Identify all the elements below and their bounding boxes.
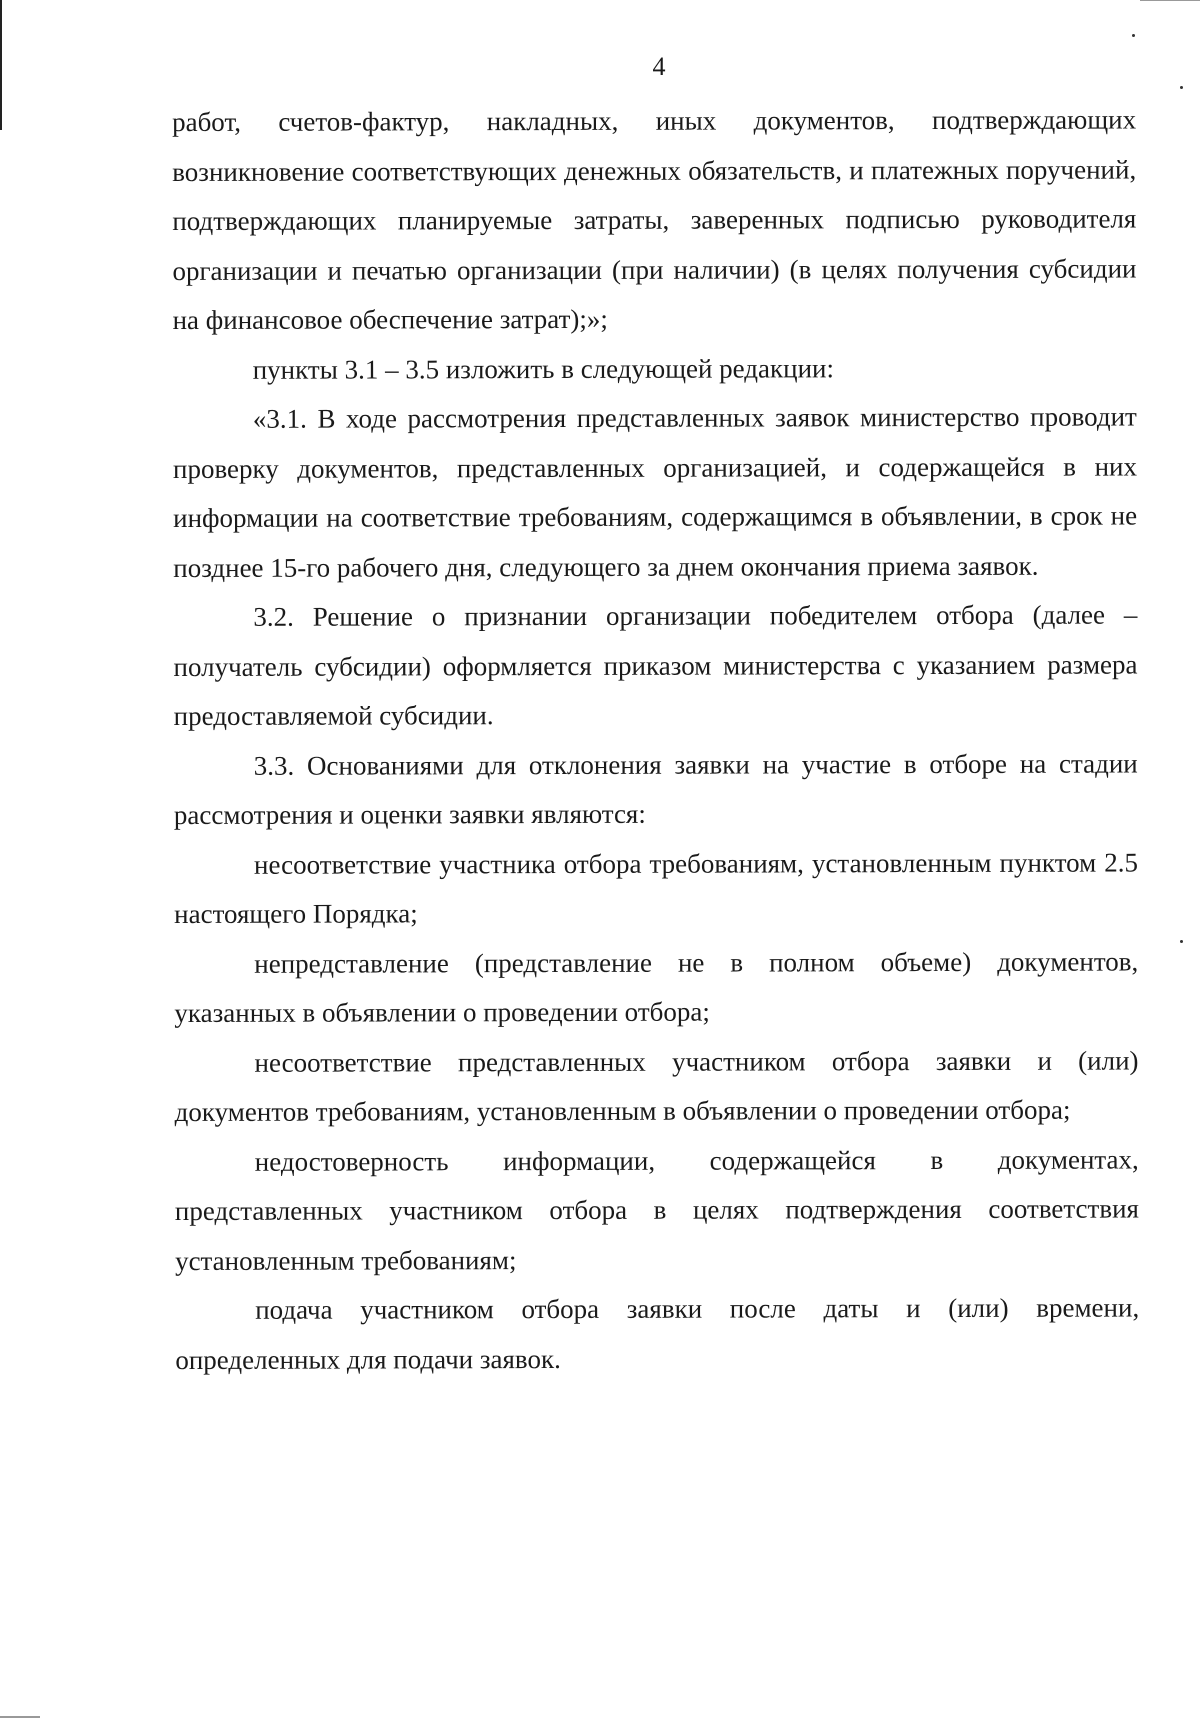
- paragraph: пункты 3.1 – 3.5 изложить в следующей редакции:: [252, 352, 835, 385]
- paragraph: подача участником отбора заявки после даты и (или) времени, определенных для подачи заявок.: [175, 1292, 1140, 1375]
- paragraph: «3.1. В ходе рассмотрения представленных заявок министерство проводит проверку документов, представленных организацией, и содержащейся в них информации на соответствие требованиям, содержащимся в объявлении, в срок не позднее 15-го рабочего дня, следующего за днем окончания приема заявок.: [172, 401, 1138, 583]
- paragraph: 3.3. Основаниями для отклонения заявки на участие в отборе на стадии рассмотрения и оценки заявки являются:: [173, 747, 1138, 830]
- scan-dust-dot: [1132, 34, 1135, 37]
- paragraph: работ, счетов-фактур, накладных, иных документов, подтверждающих возникновение соответствующих денежных обязательств, и платежных поручений, подтверждающих планируемые затраты, заверенных подписью руководителя организации и печатью организации (при наличии) (в целях получения субсидии на финансовое обеспечение затрат);»;: [172, 104, 1137, 335]
- paragraph: 3.2. Решение о признании организации победителем отбора (далее – получатель субсидии) оформляется приказом министерства с указанием размера предоставляемой субсидии.: [173, 599, 1138, 731]
- paragraph: непредставление (представление не в полном объеме) документов, указанных в объявлении о проведении отбора;: [174, 945, 1139, 1028]
- scan-dust-dot: [1180, 940, 1183, 943]
- document-body: [172, 95, 1139, 1385]
- paragraph: недостоверность информации, содержащейся в документах, представленных участником отбора в целях подтверждения соответствия установленным требованиям;: [174, 1143, 1139, 1276]
- paragraph: несоответствие представленных участником отбора заявки и (или) документов требованиям, установленным в объявлении о проведении отбора;: [174, 1044, 1139, 1127]
- scan-edge-mark: [1140, 0, 1200, 1]
- scan-dust-dot: [1180, 86, 1183, 89]
- paragraph: несоответствие участника отбора требованиям, установленным пунктом 2.5 настоящего Порядка;: [174, 846, 1139, 929]
- page-number: 4: [652, 52, 666, 81]
